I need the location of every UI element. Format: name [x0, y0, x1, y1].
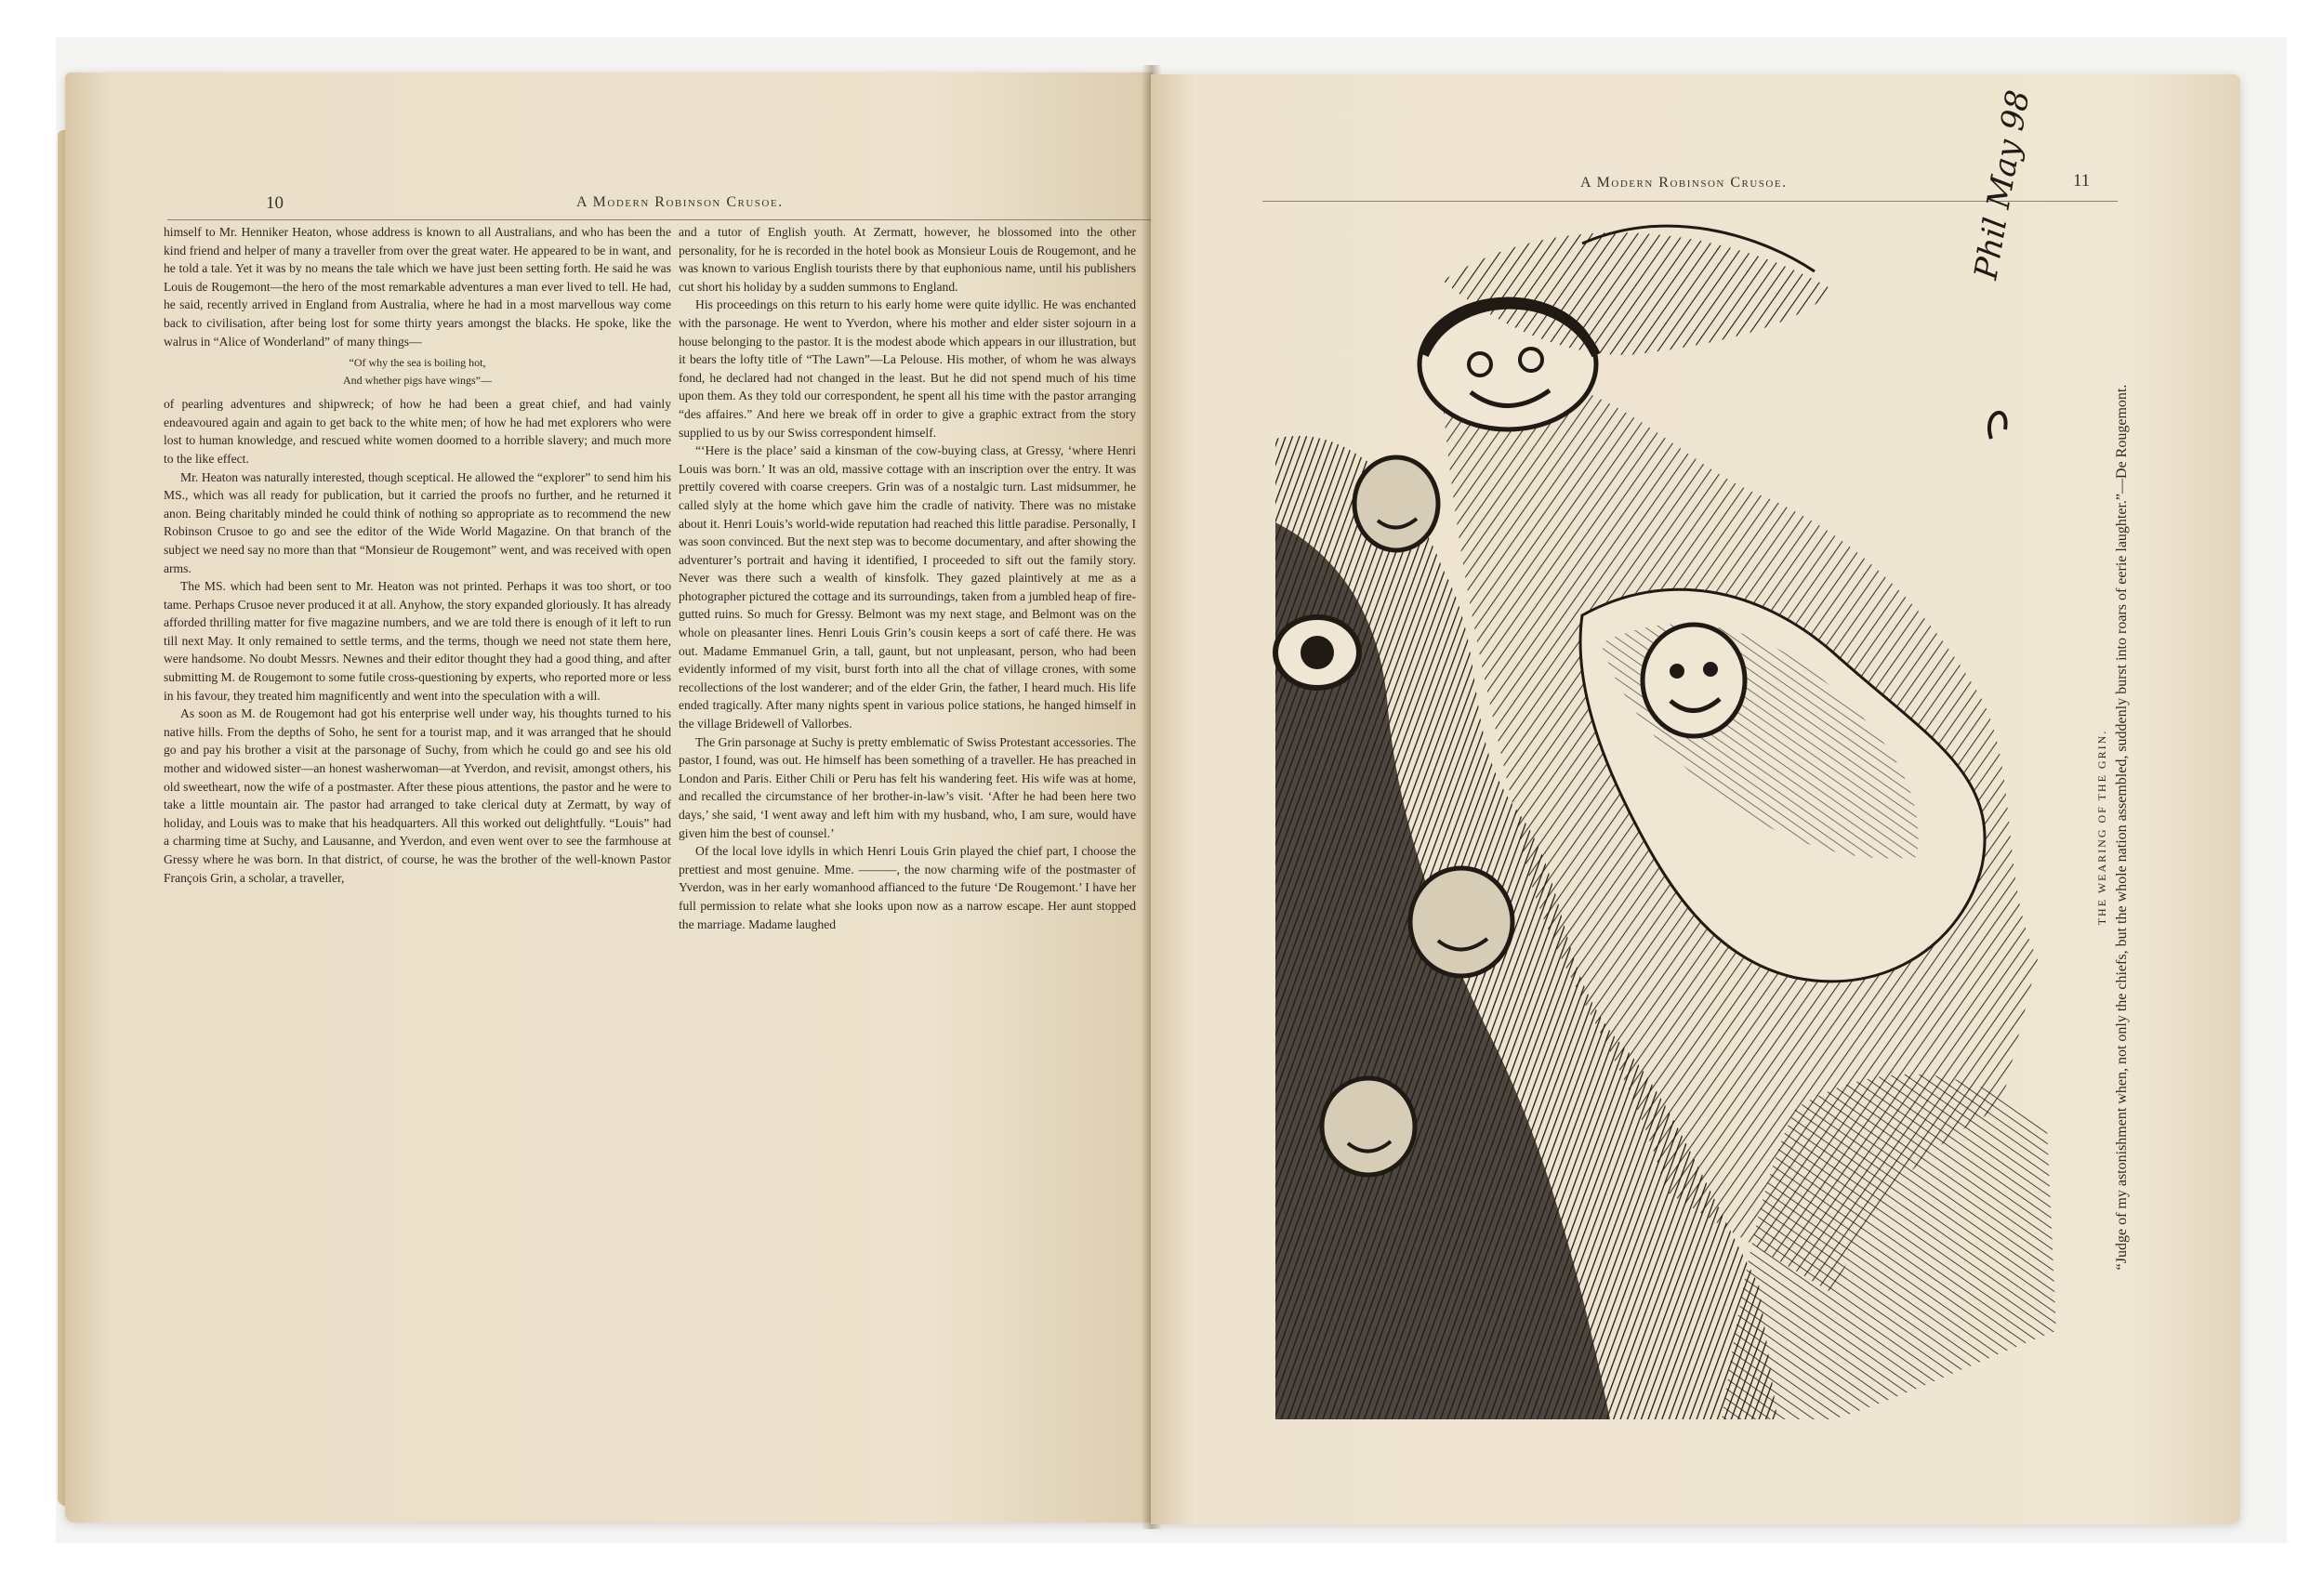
- paragraph: His proceedings on this return to his early home were quite idyllic. He was enchanted with the parsonage. He went to Yverdon, where his mother and elder sister sojourn in a house belonging to the pastor. It is the modest abode which appears in our illustration, but it bears the lofty title of “The Lawn”—La Pelouse. His mother, of whom he was always fond, he declared had not changed in the least. But he did not spend much of his time upon them. As they told our correspondent, he spent all his time with the pastor arranging “des affaires.” And here we break off in order to give a graphic extract from the story supplied to us by our Swiss correspondent himself.: [679, 297, 1136, 440]
- left-column-2: [679, 223, 1136, 933]
- paragraph: The MS. which had been sent to Mr. Heaton was not printed. Perhaps it was too short, or too tame. Perhaps Crusoe never produced it at all. Anyhow, the story expanded gloriously. It has already afforded thrilling matter for five magazine numbers, and we are told there is enough of it left to run till next May. It only remained to settle terms, and the terms, though we need not state them here, were handsome. No doubt Messrs. Newnes and their editor thought they had a good thing, and after submitting M. de Rougemont to some futile cross-questioning by experts, who reported more or less in his favour, they treated him magnificently and went into the speculation with a will.: [164, 579, 671, 703]
- left-head-rule: [167, 219, 1162, 220]
- paragraph: himself to Mr. Henniker Heaton, whose address is known to all Australians, and who has been the kind friend and helper of many a traveller from over the great water. He appeared to be in want, and he told a tale. Yet it was by no means the tale which we have just been setting forth. He said he was Louis de Rougemont—the hero of the most remarkable adventures a man ever lived to tell. He had, he said, recently arrived in England from Australia, where he had in a most marvellous way come back to civilisation, after being lost for some thirty years amongst the blacks. He spoke, like the walrus in “Alice of Wonderland” of many things—: [164, 225, 671, 349]
- paragraph: Mr. Heaton was naturally interested, though sceptical. He allowed the “explorer” to send him his MS., which was all ready for publication, but it carried the proofs no further, and he returned it anon. Being charitably minded he could think of nothing so appropriate as to recommend the new Robinson Crusoe to go and see the editor of the Wide World Magazine. On that branch of the subject we need say no more than that “Monsieur de Rougemont” went, and was received with open arms.: [164, 469, 671, 575]
- right-running-head: A Modern Robinson Crusoe.: [1580, 175, 1788, 191]
- large-eye: [1275, 617, 1359, 688]
- paragraph: As soon as M. de Rougemont had got his enterprise well under way, his thoughts turned to his native hills. From the depths of Soho, he sent for a tourist map, and it was arranged that he should go and pay his brother a visit at the parsonage of Suchy, from which he could go and see his old mother and widowed sister—an honest washerwoman—at Yverdon, and revisit, amongst others, his old sweetheart, now the wife of a postmaster. After these pious attentions, the pastor and he were to take a little mountain air. The pastor had arranged to take clerical duty at Zermatt, by way of holiday, and Louis was to make that his headquarters. All this worked out delightfully. “Louis” had a charming time at Suchy, and Lausanne, and Yverdon, and even went over to see the farmhouse at Gressy where he was born. In that district, of course, he was the brother of the well-known Pastor François Grin, a scholar, a traveller,: [164, 706, 671, 885]
- verse-line: “Of why the sea is boiling hot,: [349, 356, 486, 370]
- illustration-caption: [2092, 232, 2133, 1422]
- left-page-number: 10: [266, 193, 284, 213]
- grinning-face-center: [1643, 625, 1745, 736]
- right-page-number: 11: [2073, 171, 2091, 191]
- left-running-head: A Modern Robinson Crusoe.: [576, 194, 784, 210]
- grinning-face-bottom: [1322, 1078, 1415, 1175]
- left-page: [65, 73, 1153, 1523]
- left-column-1: [164, 223, 671, 887]
- grinning-face-lower: [1410, 868, 1512, 976]
- paragraph: The Grin parsonage at Suchy is pretty emblematic of Swiss Protestant accessories. The pastor, I found, was out. He himself has been something of a traveller. He has preached in London and Paris. Either Chili or Peru has felt his wandering feet. His wife was at home, and recalled the circumstance of her brother-in-law’s visit. ‘After he had been here two days,’ she said, ‘I went away and left him with my husband, who, I am sure, would have given him the best of counsel.’: [679, 734, 1136, 840]
- verse-quote: [164, 354, 671, 389]
- paragraph: Of the local love idylls in which Henri Louis Grin played the chief part, I choose the prettiest and most genuine. Mme. ———, the now charming wife of the postmaster of Yverdon, was in her early womanhood affianced to the future ‘De Rougemont.’ I have her full permission to relate what she looks upon now as a narrow escape. Her aunt stopped the marriage. Madame laughed: [679, 844, 1136, 931]
- verse-line: And whether pigs have wings”—: [343, 374, 492, 388]
- svg-text:Phil May 98: Phil May 98: [1967, 87, 2038, 283]
- caption-title: THE WEARING OF THE GRIN.: [2095, 729, 2108, 926]
- paragraph: and a tutor of English youth. At Zermatt, however, he blossomed into the other personality, for he is recorded in the hotel book as Monsieur Louis de Rougemont, and he was known to various English tourists there by that euphonious name, until his publishers cut short his holiday by a sudden summons to England.: [679, 225, 1136, 294]
- signature-flourish: [1989, 413, 2006, 439]
- paragraph: of pearling adventures and shipwreck; of how he had been a great chief, and had vainly endeavoured again and again to get back to the white men; of how he had met explorers who were lost to human knowledge, and rescued white women doomed to a horrible slavery; and much more to the like effect.: [164, 397, 671, 466]
- grinning-face-left: [1354, 457, 1438, 550]
- caption-text: “Judge of my astonishment when, not only the chiefs, but the whole nation assembled, suddenly burst into roars of eerie laughter.”—De Rougemont.: [2114, 384, 2130, 1271]
- paragraph: “‘Here is the place’ said a kinsman of the cow-buying class, at Gressy, ‘where Henri Louis was born.’ It was an old, massive cottage with an inscription over the entry. It was prettily covered with coarse creepers. Grin was of a nostalgic turn. Last midsummer, he called slyly at the home which gave him the cradle of nativity. There was no mistake about it. Henri Louis’s world-wide reputation had reached this little paradise. Personally, I was soon convinced. But the next step was to become documentary, and after showing the adventurer’s portrait and having it identified, I proceeded to sift out the family story. Never was there such a wealth of kinsfolk. They gazed plaintively at me as a photographer pictured the cottage and its surroundings, taken from a jumbled heap of fire-gutted ruins. So much for Gressy. Belmont was my next stage, and Belmont was on the whole on pleasanter lines. Henri Louis Grin’s cousin keeps a sort of café there. He was out. Madame Emmanuel Grin, a tall, gaunt, but not unpleasant, person, who had been evidently informed of my visit, burst forth into all the chat of village crones, with some recollections of the lost wanderer; and of the elder Grin, the father, I heard much. His life ended tragically. After many nights spent in various police stations, he hanged himself in the village Bridewell of Vallorbes.: [679, 443, 1136, 732]
